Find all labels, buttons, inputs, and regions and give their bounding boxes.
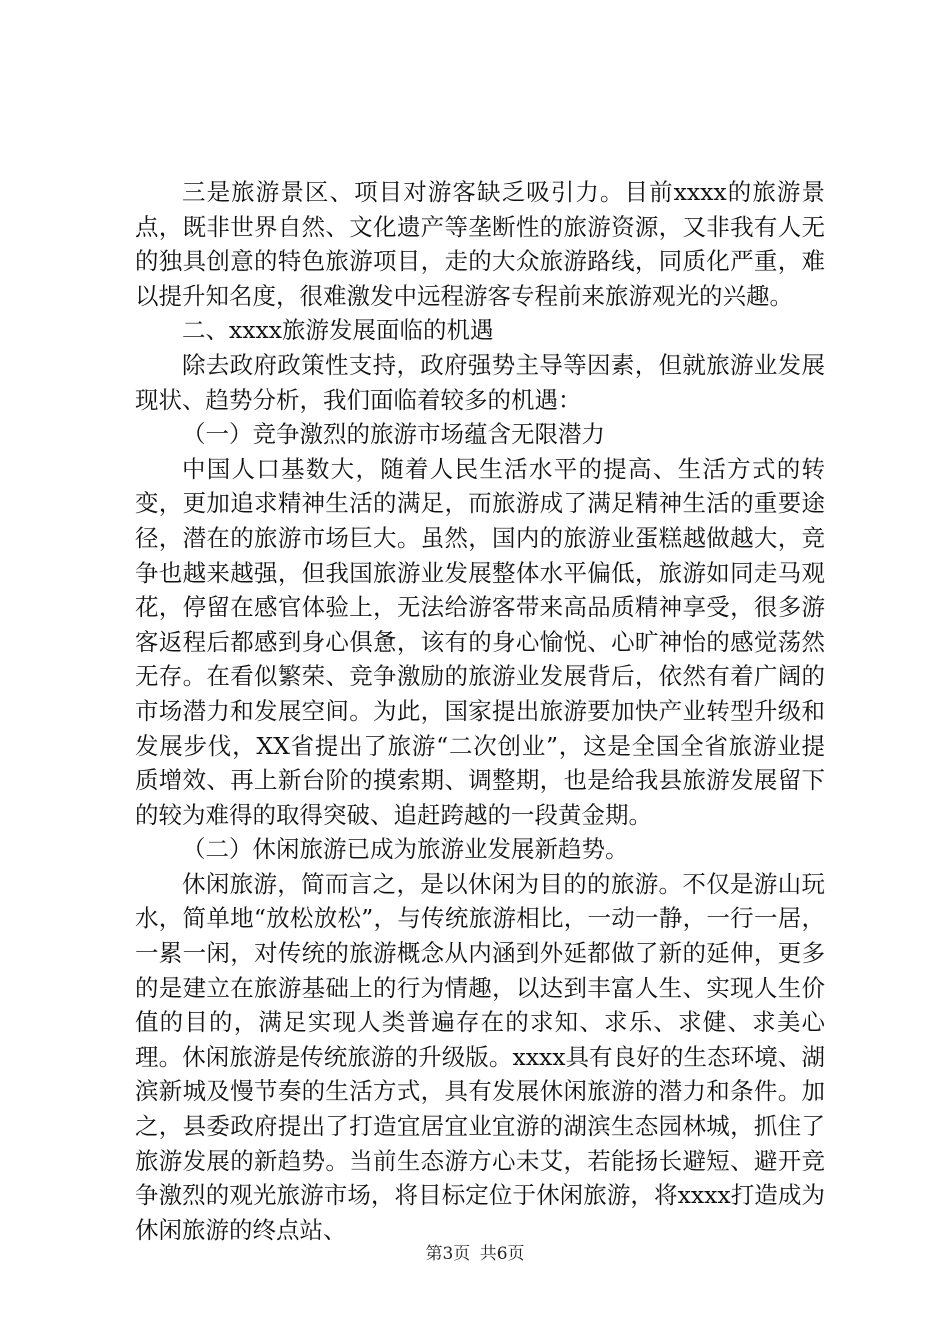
paragraph-attraction-problem: 三是旅游景区、项目对游客缺乏吸引力。目前xxxx的旅游景点，既非世界自然、文化遗产等垄断性的旅游资源，又非我有人无的独具创意的特色旅游项目，走的大众旅游路线，同质化严重，难以提升知名度，很难激发中远程游客专程前来旅游观光的兴趣。 xyxy=(135,178,825,310)
section-heading-opportunities: 二、xxxx旅游发展面临的机遇 xyxy=(182,316,494,345)
page-total: 共6页 xyxy=(479,1244,525,1264)
paragraph-leisure-trend: 休闲旅游，简而言之，是以休闲为目的的旅游。不仅是游山玩水，简单地“放松放松”，与传统旅游相比，一动一静，一行一居，一累一闲，对传统的旅游概念从内涵到外延都做了新的延伸，更多的是建立在旅游基础上的行为情趣，以达到丰富人生、实现人生价值的目的，满足实现人类普遍存在的求知、求乐、求健、求美心理。休闲旅游是传统旅游的升级版。xxxx具有良好的生态环境、湖滨新城及慢节奏的生活方式，具有发展休闲旅游的潜力和条件。加之，县委政府提出了打造宜居宜业宜游的湖滨生态园林城，抓住了旅游发展的新趋势。当前生态游方心未艾，若能扬长避短、避开竞争激烈的观光旅游市场，将目标定位于休闲旅游，将xxxx打造成为休闲旅游的终点站、 xyxy=(135,869,825,1244)
page-number: 第3页 xyxy=(425,1244,471,1264)
paragraph-opportunities-intro: 除去政府政策性支持，政府强势主导等因素，但就旅游业发展现状、趋势分析，我们面临着较多的机遇： xyxy=(135,350,825,414)
subheading-market-potential: （一）竞争激烈的旅游市场蕴含无限潜力 xyxy=(182,420,605,449)
document-body xyxy=(135,175,825,1247)
page-footer xyxy=(0,1243,950,1265)
subheading-leisure-trend: （二）休闲旅游已成为旅游业发展新趋势。 xyxy=(182,835,629,864)
paragraph-market-potential: 中国人口基数大，随着人民生活水平的提高、生活方式的转变，更加追求精神生活的满足，而旅游成了满足精神生活的重要途径，潜在的旅游市场巨大。虽然，国内的旅游业蛋糕越做越大，竞争也越来越强，但我国旅游业发展整体水平偏低，旅游如同走马观花，停留在感官体验上，无法给游客带来高品质精神享受，很多游客返程后都感到身心俱惫，该有的身心愉悦、心旷神怡的感觉荡然无存。在看似繁荣、竞争激励的旅游业发展背后，依然有着广阔的市场潜力和发展空间。为此，国家提出旅游要加快产业转型升级和发展步伐，XX省提出了旅游“二次创业”，这是全国全省旅游业提质增效、再上新台阶的摸索期、调整期，也是给我县旅游发展留下的较为难得的取得突破、追赶跨越的一段黄金期。 xyxy=(135,454,825,829)
